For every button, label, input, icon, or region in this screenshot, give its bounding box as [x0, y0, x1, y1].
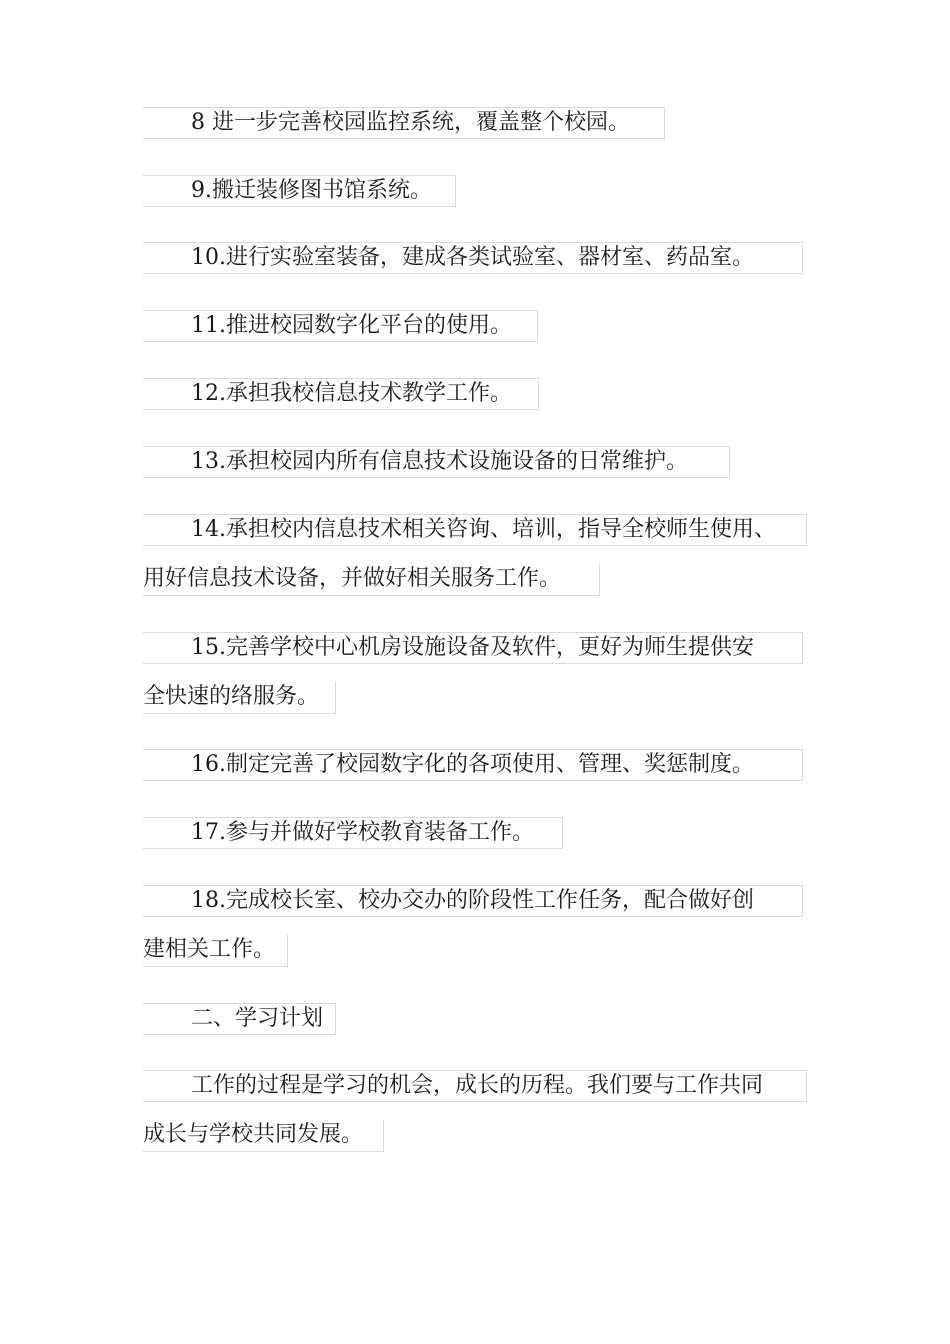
paragraph-16: 16.制定完善了校园数字化的各项使用、管理、奖惩制度。: [143, 749, 803, 779]
paragraph-15-line-1: 15.完善学校中心机房设施设备及软件，更好为师生提供安: [143, 632, 803, 662]
paragraph-study-line-1: 工作的过程是学习的机会，成长的历程。我们要与工作共同: [143, 1070, 807, 1100]
paragraph-18-line-1: 18.完成校长室、校办交办的阶段性工作任务，配合做好创: [143, 885, 803, 915]
paragraph-13: 13.承担校园内所有信息技术设施设备的日常维护。: [143, 446, 730, 476]
paragraph-10: 10.进行实验室装备，建成各类试验室、器材室、药品室。: [143, 242, 803, 272]
paragraph-9: 9.搬迁装修图书馆系统。: [143, 175, 456, 205]
section-heading-study-plan: 二、学习计划: [143, 1003, 336, 1033]
paragraph-15-line-2: 全快速的络服务。: [143, 682, 336, 712]
paragraph-11: 11.推进校园数字化平台的使用。: [143, 310, 538, 340]
paragraph-14-line-2: 用好信息技术设备，并做好相关服务工作。: [143, 564, 600, 594]
paragraph-17: 17.参与并做好学校教育装备工作。: [143, 817, 563, 847]
paragraph-18-line-2: 建相关工作。: [143, 935, 288, 965]
paragraph-12: 12.承担我校信息技术教学工作。: [143, 378, 539, 408]
paragraph-14-line-1: 14.承担校内信息技术相关咨询、培训，指导全校师生使用、: [143, 514, 807, 544]
paragraph-8: 8 进一步完善校园监控系统，覆盖整个校园。: [143, 107, 665, 137]
paragraph-study-line-2: 成长与学校共同发展。: [143, 1120, 384, 1150]
